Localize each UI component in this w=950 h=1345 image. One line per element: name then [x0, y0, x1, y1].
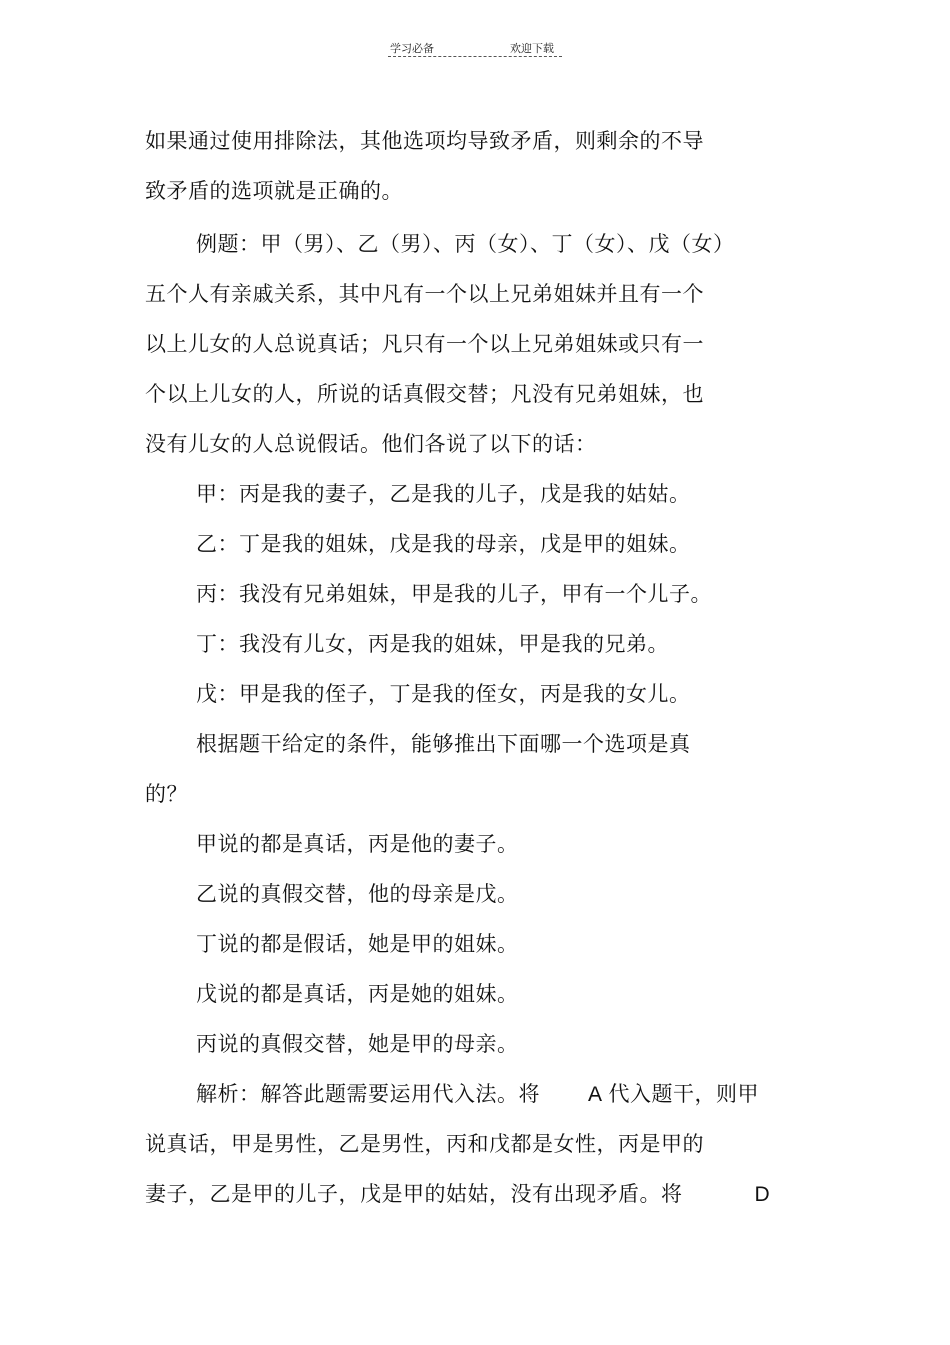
question-line: 的？: [145, 782, 188, 806]
paragraph-line: 例题：甲（男）、乙（男）、丙（女）、丁（女）、戊（女）: [196, 232, 735, 256]
analysis-text: 代入题干，则甲: [608, 1082, 760, 1106]
statement-line: 乙：丁是我的姐妹，戊是我的母亲，戊是甲的姐妹。: [196, 532, 691, 556]
header-right-text: 欢迎下载: [510, 42, 554, 55]
option-line: 乙说的真假交替，他的母亲是戊。: [196, 882, 519, 906]
header-left-text: 学习必备: [390, 42, 434, 55]
statement-line: 丁：我没有儿女，丙是我的姐妹，甲是我的兄弟。: [196, 632, 669, 656]
analysis-text: 解析：解答此题需要运用代入法。将: [196, 1082, 540, 1106]
statement-line: 丙：我没有兄弟姐妹，甲是我的儿子，甲有一个儿子。: [196, 582, 712, 606]
paragraph-line: 五个人有亲戚关系，其中凡有一个以上兄弟姐妹并且有一个: [145, 282, 704, 306]
analysis-line: [196, 1080, 759, 1109]
page-header: [388, 38, 562, 57]
analysis-line: 说真话，甲是男性，乙是男性，丙和戊都是女性，丙是甲的: [145, 1132, 704, 1156]
option-letter: D: [754, 1183, 771, 1206]
paragraph-line: 致矛盾的选项就是正确的。: [145, 179, 403, 203]
paragraph-line: 没有儿女的人总说假话。他们各说了以下的话：: [145, 432, 597, 456]
analysis-line: [145, 1180, 770, 1209]
question-line: 根据题干给定的条件，能够推出下面哪一个选项是真: [196, 732, 691, 756]
option-line: 甲说的都是真话，丙是他的妻子。: [196, 832, 519, 856]
paragraph-line: 个以上儿女的人，所说的话真假交替；凡没有兄弟姐妹，也: [145, 382, 704, 406]
statement-line: 戊：甲是我的侄子，丁是我的侄女，丙是我的女儿。: [196, 682, 691, 706]
option-line: 丙说的真假交替，她是甲的母亲。: [196, 1032, 519, 1056]
statement-line: 甲：丙是我的妻子，乙是我的儿子，戊是我的姑姑。: [196, 482, 691, 506]
analysis-text: 妻子，乙是甲的儿子，戊是甲的姑姑，没有出现矛盾。将: [145, 1182, 683, 1206]
option-line: 丁说的都是假话，她是甲的姐妹。: [196, 932, 519, 956]
paragraph-line: 如果通过使用排除法，其他选项均导致矛盾，则剩余的不导: [145, 129, 704, 153]
paragraph-line: 以上儿女的人总说真话；凡只有一个以上兄弟姐妹或只有一: [145, 332, 704, 356]
option-letter: A: [588, 1083, 603, 1106]
option-line: 戊说的都是真话，丙是她的姐妹。: [196, 982, 519, 1006]
